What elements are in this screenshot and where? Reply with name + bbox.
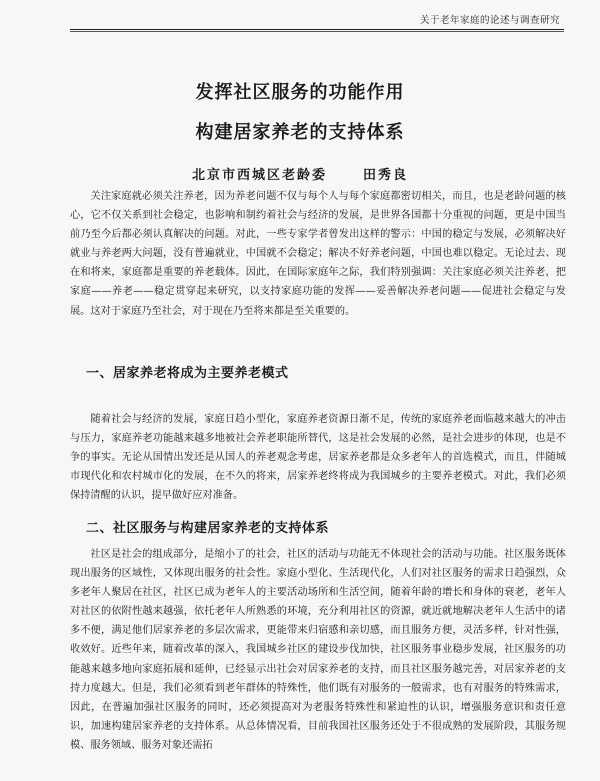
article-title-line2: 构建居家养老的支持体系 — [195, 122, 405, 143]
section-body-1: 随着社会与经济的发展，家庭日趋小型化，家庭养老资源日渐不足，传统的家庭养老面临越来越大的冲击与压力，家庭养老功能越来越多地被社会养老职能所替代，这是社会发展的必然，是社会进步的体现，也是不争的事实。无论从国情出发还是从国人的养老观念考虑，居家养老都是众多老年人的首选模式，而且，伴随城市现代化和农村城市化的发展，在不久的将来，居家养老终将成为我国城乡的主要养老模式。对此，我们必须保持清醒的认识，提早做好应对准备。 — [70, 414, 566, 502]
byline-author: 田秀良 — [363, 168, 409, 183]
section-heading-1: 一、居家养老将成为主要养老模式 — [86, 366, 289, 381]
section-heading-2: 二、社区服务与构建居家养老的支持体系 — [86, 521, 330, 536]
running-header: 关于老年家庭的论述与调查研究 — [419, 15, 560, 26]
byline — [0, 164, 600, 183]
section-body-2: 社区是社会的组成部分，是缩小了的社会，社区的活动与功能无不体现社会的活动与功能。社区服务既体现出服务的区域性，又体现出服务的社会性。家庭小型化、生活现代化，人们对社区服务的需求日趋强烈，众多老年人聚居在社区，社区已成为老年人的主要活动场所和生活空间，随着年龄的增长和身体的衰老，老年人对社区的依附性越来越强，依托老年人所熟悉的环境，充分利用社区的资源，就近就地解决老年人生活中的诸多不便，满足他们居家养老的多层次需求，更能带来归宿感和亲切感，而且服务方便，灵活多样，针对性强，收效好。近些年来，随着改革的深入，我国城乡社区的建设步伐加快，社区服务事业稳步发展，社区服务的功能越来越多地向家庭拓展和延伸，已经显示出社会对居家养老的支持，而且社区服务越完善，对居家养老的支持力度越大。但是，我们必须看到老年群体的特殊性，他们既有对服务的一般需求，也有对服务的特殊需求，因此，在普遍加强社区服务的同时，还必须提高对为老服务特殊性和紧迫性的认识，增强服务意识和责任意识，加速构建居家养老的支持体系。从总体情况看，目前我国社区服务还处于不很成熟的发展阶段，其服务规模、服务领域、服务对象还需拓 — [70, 549, 566, 751]
article-title-line1: 发挥社区服务的功能作用 — [195, 82, 405, 103]
intro-paragraph: 关注家庭就必须关注养老，因为养老问题不仅与每个人与每个家庭都密切相关，而且，也是老龄问题的核心，它不仅关系到社会稳定，也影响和制约着社会与经济的发展，是世界各国都十分重视的问题，更是中国当前乃至今后都必须认真解决的问题。对此，一些专家学者曾发出这样的警示：中国的稳定与发展，必须解决好就业与养老两大问题，没有普遍就业，中国就不会稳定；解决不好养老问题，中国也难以稳定。无论过去、现在和将来，家庭都是重要的养老载体。因此，在国际家庭年之际，我们特别强调：关注家庭必须关注养老，把家庭——养老——稳定贯穿起来研究，以支持家庭功能的发挥——妥善解决养老问题——促进社会稳定与发展。这对于家庭乃至社会，对于现在乃至将来都是至关重要的。 — [70, 191, 566, 317]
header-rule-secondary — [70, 31, 564, 32]
header-rule — [70, 29, 564, 30]
byline-organization: 北京市西城区老龄委 — [191, 168, 327, 183]
